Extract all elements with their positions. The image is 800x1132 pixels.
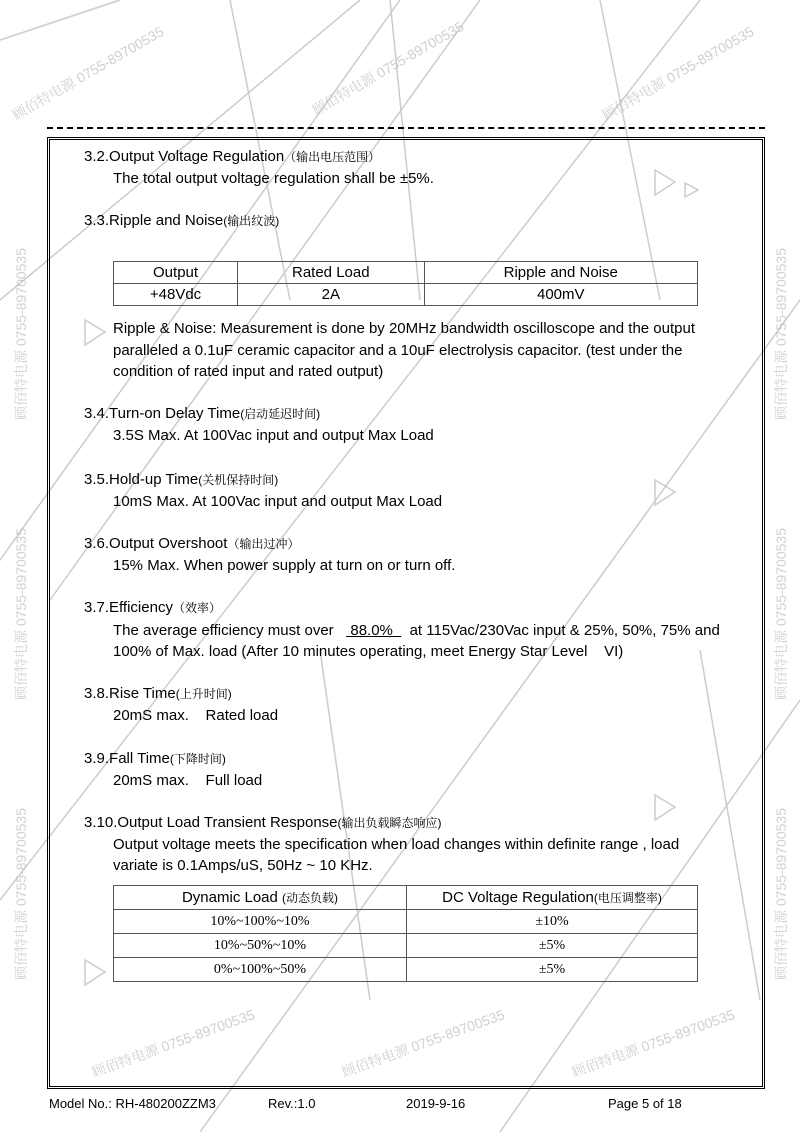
watermark-text: 顾佰特电源 0755-89700535 — [9, 23, 167, 123]
section-heading: 3.4.Turn-on Delay Time(启动延迟时间) — [84, 405, 321, 422]
efficiency-suffix: at 115Vac/230Vac input & 25%, 50%, 75% and — [409, 622, 720, 639]
footer-date: 2019-9-16 — [406, 1096, 466, 1111]
cell: ±5% — [407, 934, 698, 958]
section-heading: 3.3.Ripple and Noise(输出纹波) — [84, 212, 280, 229]
header-divider — [47, 127, 765, 129]
cell: 2A — [238, 284, 424, 306]
header-cell: Rated Load — [238, 262, 424, 284]
watermark-text: 顾佰特电源 0755-89700535 — [773, 248, 789, 420]
section-heading: 3.8.Rise Time(上升时间) — [84, 685, 232, 702]
section-body-line: 15% Max. When power supply at turn on or turn off. — [113, 557, 456, 574]
footer-rev: Rev.:1.0 — [268, 1096, 316, 1111]
section-heading: 3.5.Hold-up Time(关机保持时间) — [84, 471, 279, 488]
cell: +48Vdc — [114, 284, 238, 306]
watermark-text: 顾佰特电源 0755-89700535 — [773, 808, 789, 980]
section-body-line: 20mS max. Rated load — [113, 707, 279, 724]
efficiency-value: 88.0% — [350, 622, 393, 639]
cell: 10%~100%~10% — [114, 910, 407, 934]
watermark-text: 顾佰特电源 0755-89700535 — [309, 18, 467, 118]
section-body-line: 3.5S Max. At 100Vac input and output Max Load — [113, 427, 434, 444]
watermark-text: 顾佰特电源 0755-89700535 — [569, 1006, 737, 1081]
section-heading: 3.6.Output Overshoot（输出过冲） — [84, 535, 300, 552]
efficiency-line — [113, 622, 720, 639]
section-heading: 3.10.Output Load Transient Response(输出负载瞬态响应) — [84, 814, 442, 831]
cell: 10%~50%~10% — [114, 934, 407, 958]
ripple-note-line: paralleled a 0.1uF ceramic capacitor and a 10uF electrolysis capacitor. (test under the — [113, 342, 683, 359]
ripple-note-line: Ripple & Noise: Measurement is done by 20MHz bandwidth oscilloscope and the output — [113, 320, 695, 337]
header-cell: Ripple and Noise — [424, 262, 697, 284]
watermark-text: 顾佰特电源 0755-89700535 — [13, 248, 29, 420]
header-cell: Output — [114, 262, 238, 284]
header-cell: Dynamic Load (动态负载) — [114, 886, 407, 910]
watermark-text: 顾佰特电源 0755-89700535 — [773, 528, 789, 700]
section-body-line: The total output voltage regulation shall be ±5%. — [113, 170, 434, 187]
footer-model: Model No.: RH-480200ZZM3 — [49, 1096, 216, 1111]
section-body-line: 10mS Max. At 100Vac input and output Max Load — [113, 493, 443, 510]
ripple-table — [113, 261, 698, 306]
header-cell: DC Voltage Regulation(电压调整率) — [407, 886, 698, 910]
section-body-line: variate is 0.1Amps/uS, 50Hz ~ 10 KHz. — [113, 857, 373, 874]
section-heading: 3.7.Efficiency（效率） — [84, 599, 221, 616]
efficiency-prefix: The average efficiency must over — [113, 622, 334, 639]
watermark-text: 顾佰特电源 0755-89700535 — [599, 23, 757, 123]
watermark-text: 顾佰特电源 0755-89700535 — [13, 808, 29, 980]
ripple-note-line: condition of rated input and rated output) — [113, 363, 384, 380]
cell: 0%~100%~50% — [114, 958, 407, 982]
cell: ±5% — [407, 958, 698, 982]
watermark-text: 顾佰特电源 0755-89700535 — [89, 1006, 257, 1081]
section-heading: 3.2.Output Voltage Regulation（输出电压范围） — [84, 148, 381, 165]
section-body-line: Output voltage meets the specification when load changes within definite range , load — [113, 836, 680, 853]
footer-page: Page 5 of 18 — [608, 1096, 682, 1111]
transient-table — [113, 885, 698, 982]
efficiency-line-2: 100% of Max. load (After 10 minutes operating, meet Energy Star Level VI) — [113, 643, 624, 660]
cell: ±10% — [407, 910, 698, 934]
section-body-line: 20mS max. Full load — [113, 772, 263, 789]
watermark-text: 顾佰特电源 0755-89700535 — [13, 528, 29, 700]
cell: 400mV — [424, 284, 697, 306]
watermark-text: 顾佰特电源 0755-89700535 — [339, 1006, 507, 1081]
section-heading: 3.9.Fall Time(下降时间) — [84, 750, 226, 767]
